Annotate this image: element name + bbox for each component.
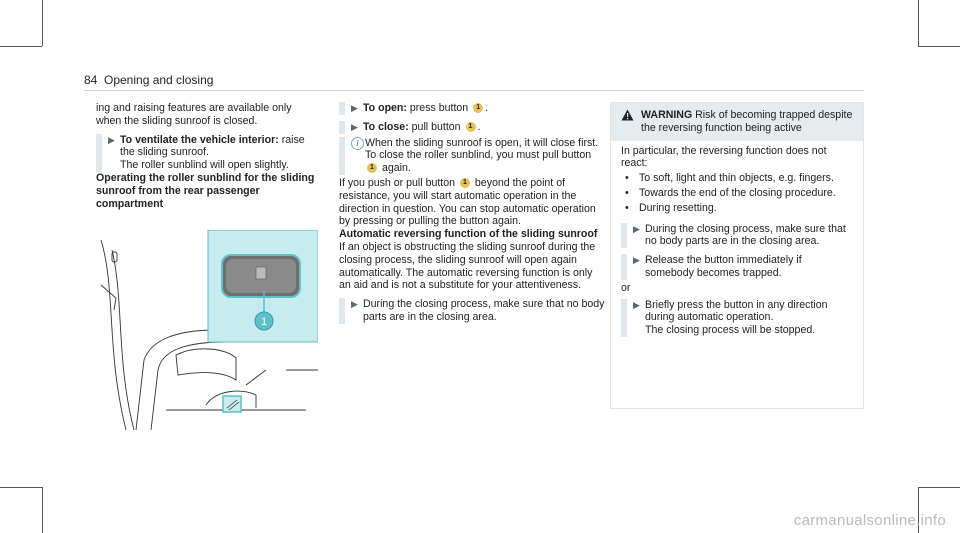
section-heading: Automatic reversing function of the sliding sunroof [339, 228, 598, 241]
list-item: • Towards the end of the closing procedure. [625, 186, 836, 199]
paragraph-reversing: If an object is obstructing the sliding sunroof during the closing process, the sliding sunroof will open again automatically. The automatic reversing function is only an aid and is not a substitute for your attentiveness. [339, 240, 596, 292]
step-bar [339, 121, 345, 134]
warning-triangle-icon [621, 109, 641, 135]
step-bar [339, 298, 345, 324]
step-label: To ventilate the vehicle interior: [120, 133, 279, 146]
warning-box [610, 102, 864, 409]
step-close: ▶ To close: pull button 1 . [339, 121, 605, 134]
step-arrow-icon: ▶ [633, 223, 640, 234]
or-text: or [621, 281, 631, 294]
step-bar [96, 134, 102, 172]
step-arrow-icon: ▶ [633, 299, 640, 310]
step-bar [621, 223, 627, 249]
list-item: • To soft, light and thin objects, e.g. fingers. [625, 172, 834, 185]
warning-body [611, 141, 863, 341]
warning-step: ▶ Release the button immediately if somebody becomes trapped. [621, 254, 853, 280]
list-item: • During resetting. [625, 201, 717, 214]
step-arrow-icon: ▶ [108, 134, 115, 145]
crop-mark [42, 487, 43, 533]
section-title: Opening and closing [104, 73, 214, 87]
info-icon: i [351, 137, 364, 150]
step-arrow-icon: ▶ [633, 255, 640, 266]
page-number: 84 [84, 73, 98, 87]
button-1-badge: 1 [367, 163, 377, 173]
step-closing-area [339, 298, 605, 324]
warning-title: Risk of becoming trapped despite the reversing function being active [641, 109, 853, 134]
warning-intro: In particular, the reversing function does not react: [621, 144, 827, 170]
crop-mark [0, 487, 42, 488]
watermark-url: carmanualsonline.info [793, 512, 946, 529]
paragraph-automatic: If you push or pull button 1 beyond the point of resistance, you will start automatic operation in the direction in question. You can stop automatic operation by pressing or pulling the button again. [339, 176, 596, 228]
step-open: ▶ To open: press button 1 . [339, 102, 605, 115]
button-1-badge: 1 [460, 178, 470, 188]
close-label: To close: [363, 120, 409, 133]
column-2 [339, 102, 605, 324]
column-1 [96, 102, 318, 210]
intro-text: ing and raising features are available only when the sliding sunroof is closed. [96, 102, 292, 127]
step-bar [621, 299, 627, 337]
header-divider [84, 90, 864, 91]
step-ventilate [96, 134, 318, 172]
step-text: raise the sliding sunroof. [120, 133, 305, 159]
info-note [339, 137, 605, 175]
step-result: The roller sunblind will open slightly. [120, 159, 289, 172]
crop-mark [918, 0, 919, 46]
close-text: pull button [408, 120, 464, 133]
warning-step: ▶ During the closing process, make sure that no body parts are in the closing area. [621, 223, 853, 249]
step-arrow-icon: ▶ [351, 121, 358, 132]
note-end: again. [379, 162, 411, 175]
door-illustration [96, 230, 318, 430]
note-bar [339, 137, 345, 175]
warning-step: ▶ Briefly press the button in any direction during automatic operation. The closing process will be stopped. [621, 299, 853, 337]
warning-header [611, 103, 863, 141]
crop-mark [918, 487, 960, 488]
illustration-callout: 1 [260, 316, 268, 328]
step-arrow-icon: ▶ [351, 103, 358, 113]
warning-label: WARNING [641, 109, 693, 121]
button-1-badge: 1 [466, 122, 476, 132]
step-arrow-icon: ▶ [351, 299, 358, 310]
open-text: press button [406, 102, 472, 114]
step-text: During the closing process, make sure that no body parts are in the closing area. [363, 298, 605, 323]
open-label: To open: [363, 102, 407, 114]
crop-mark [0, 46, 42, 47]
section-heading: Operating the roller sunblind for the sliding sunroof from the rear passenger compartment [96, 171, 315, 210]
crop-mark [42, 0, 43, 46]
step-bar [621, 254, 627, 280]
crop-mark [918, 46, 960, 47]
button-1-badge: 1 [473, 103, 483, 113]
step-bar [339, 102, 345, 115]
note-text: When the sliding sunroof is open, it will close first. To close the roller sunblind, you must pull button [365, 136, 599, 162]
